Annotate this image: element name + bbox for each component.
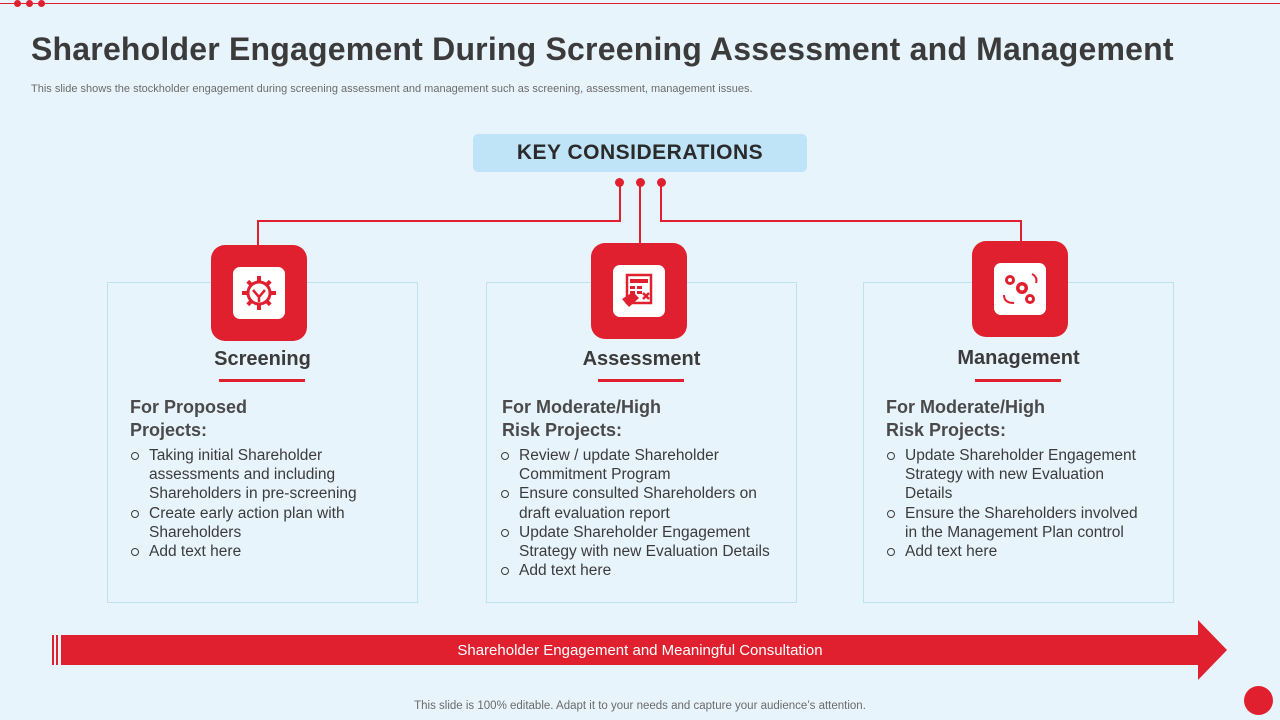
list-item: Add text here bbox=[886, 542, 1138, 561]
title-underline bbox=[219, 379, 305, 382]
list-item: Update Shareholder Engagement Strategy with new Evaluation Details bbox=[886, 446, 1138, 504]
list-item: Create early action plan with Shareholders bbox=[130, 504, 357, 542]
assessment-title: Assessment bbox=[582, 348, 701, 370]
list-item: Taking initial Shareholder assessments and including Shareholders in pre-screening bbox=[130, 446, 357, 504]
gear-settings-icon bbox=[239, 273, 279, 313]
management-icon-tile bbox=[972, 241, 1068, 337]
corner-dot bbox=[1244, 686, 1273, 715]
management-heading bbox=[886, 396, 1045, 442]
connector-line bbox=[619, 183, 621, 222]
heading-line: For Moderate/High bbox=[502, 397, 662, 417]
engagement-arrow bbox=[52, 620, 1228, 680]
top-dot bbox=[38, 0, 45, 7]
list-item: Review / update Shareholder Commitment Program bbox=[500, 446, 770, 484]
top-dot bbox=[26, 0, 33, 7]
list-item: Add text here bbox=[130, 542, 357, 561]
screening-bullet-list bbox=[130, 446, 357, 561]
management-bullet-list bbox=[886, 446, 1138, 561]
screening-heading bbox=[130, 396, 247, 442]
heading-line: Risk Projects: bbox=[886, 420, 1007, 440]
list-item: Update Shareholder Engagement Strategy with new Evaluation Details bbox=[500, 523, 770, 561]
connector-line bbox=[1020, 220, 1022, 242]
document-checklist-icon bbox=[619, 271, 659, 311]
screening-icon-tile bbox=[211, 245, 307, 341]
page-subtitle: This slide shows the stockholder engagement during screening assessment and management such as screening, assessment, management issues. bbox=[31, 83, 753, 95]
screening-title: Screening bbox=[214, 348, 311, 370]
process-gears-icon bbox=[1000, 269, 1040, 309]
connector-line bbox=[660, 183, 662, 222]
heading-line: For Proposed bbox=[130, 397, 248, 417]
heading-line: Risk Projects: bbox=[502, 420, 623, 440]
assessment-icon-tile bbox=[591, 243, 687, 339]
key-considerations-label: KEY CONSIDERATIONS bbox=[516, 141, 764, 164]
heading-line: Projects: bbox=[130, 420, 208, 440]
key-considerations-box bbox=[473, 134, 807, 172]
assessment-bullet-list bbox=[500, 446, 770, 580]
page-title: Shareholder Engagement During Screening Assessment and Management bbox=[31, 31, 1174, 67]
title-underline bbox=[975, 379, 1061, 382]
top-dot bbox=[14, 0, 21, 7]
arrow-label: Shareholder Engagement and Meaningful Consultation bbox=[457, 641, 823, 659]
connector-line bbox=[660, 220, 1022, 222]
connector-line bbox=[257, 220, 621, 222]
list-item: Ensure the Shareholders involved in the Management Plan control bbox=[886, 504, 1138, 542]
connector-line bbox=[639, 183, 641, 244]
connector-line bbox=[257, 220, 259, 246]
assessment-heading bbox=[502, 396, 661, 442]
heading-line: For Moderate/High bbox=[886, 397, 1046, 417]
list-item: Add text here bbox=[500, 561, 770, 580]
top-rule bbox=[0, 3, 1280, 4]
management-title: Management bbox=[957, 347, 1080, 369]
footer-note: This slide is 100% editable. Adapt it to your needs and capture your audience’s attention. bbox=[414, 700, 866, 712]
title-underline bbox=[598, 379, 684, 382]
list-item: Ensure consulted Shareholders on draft evaluation report bbox=[500, 484, 770, 522]
